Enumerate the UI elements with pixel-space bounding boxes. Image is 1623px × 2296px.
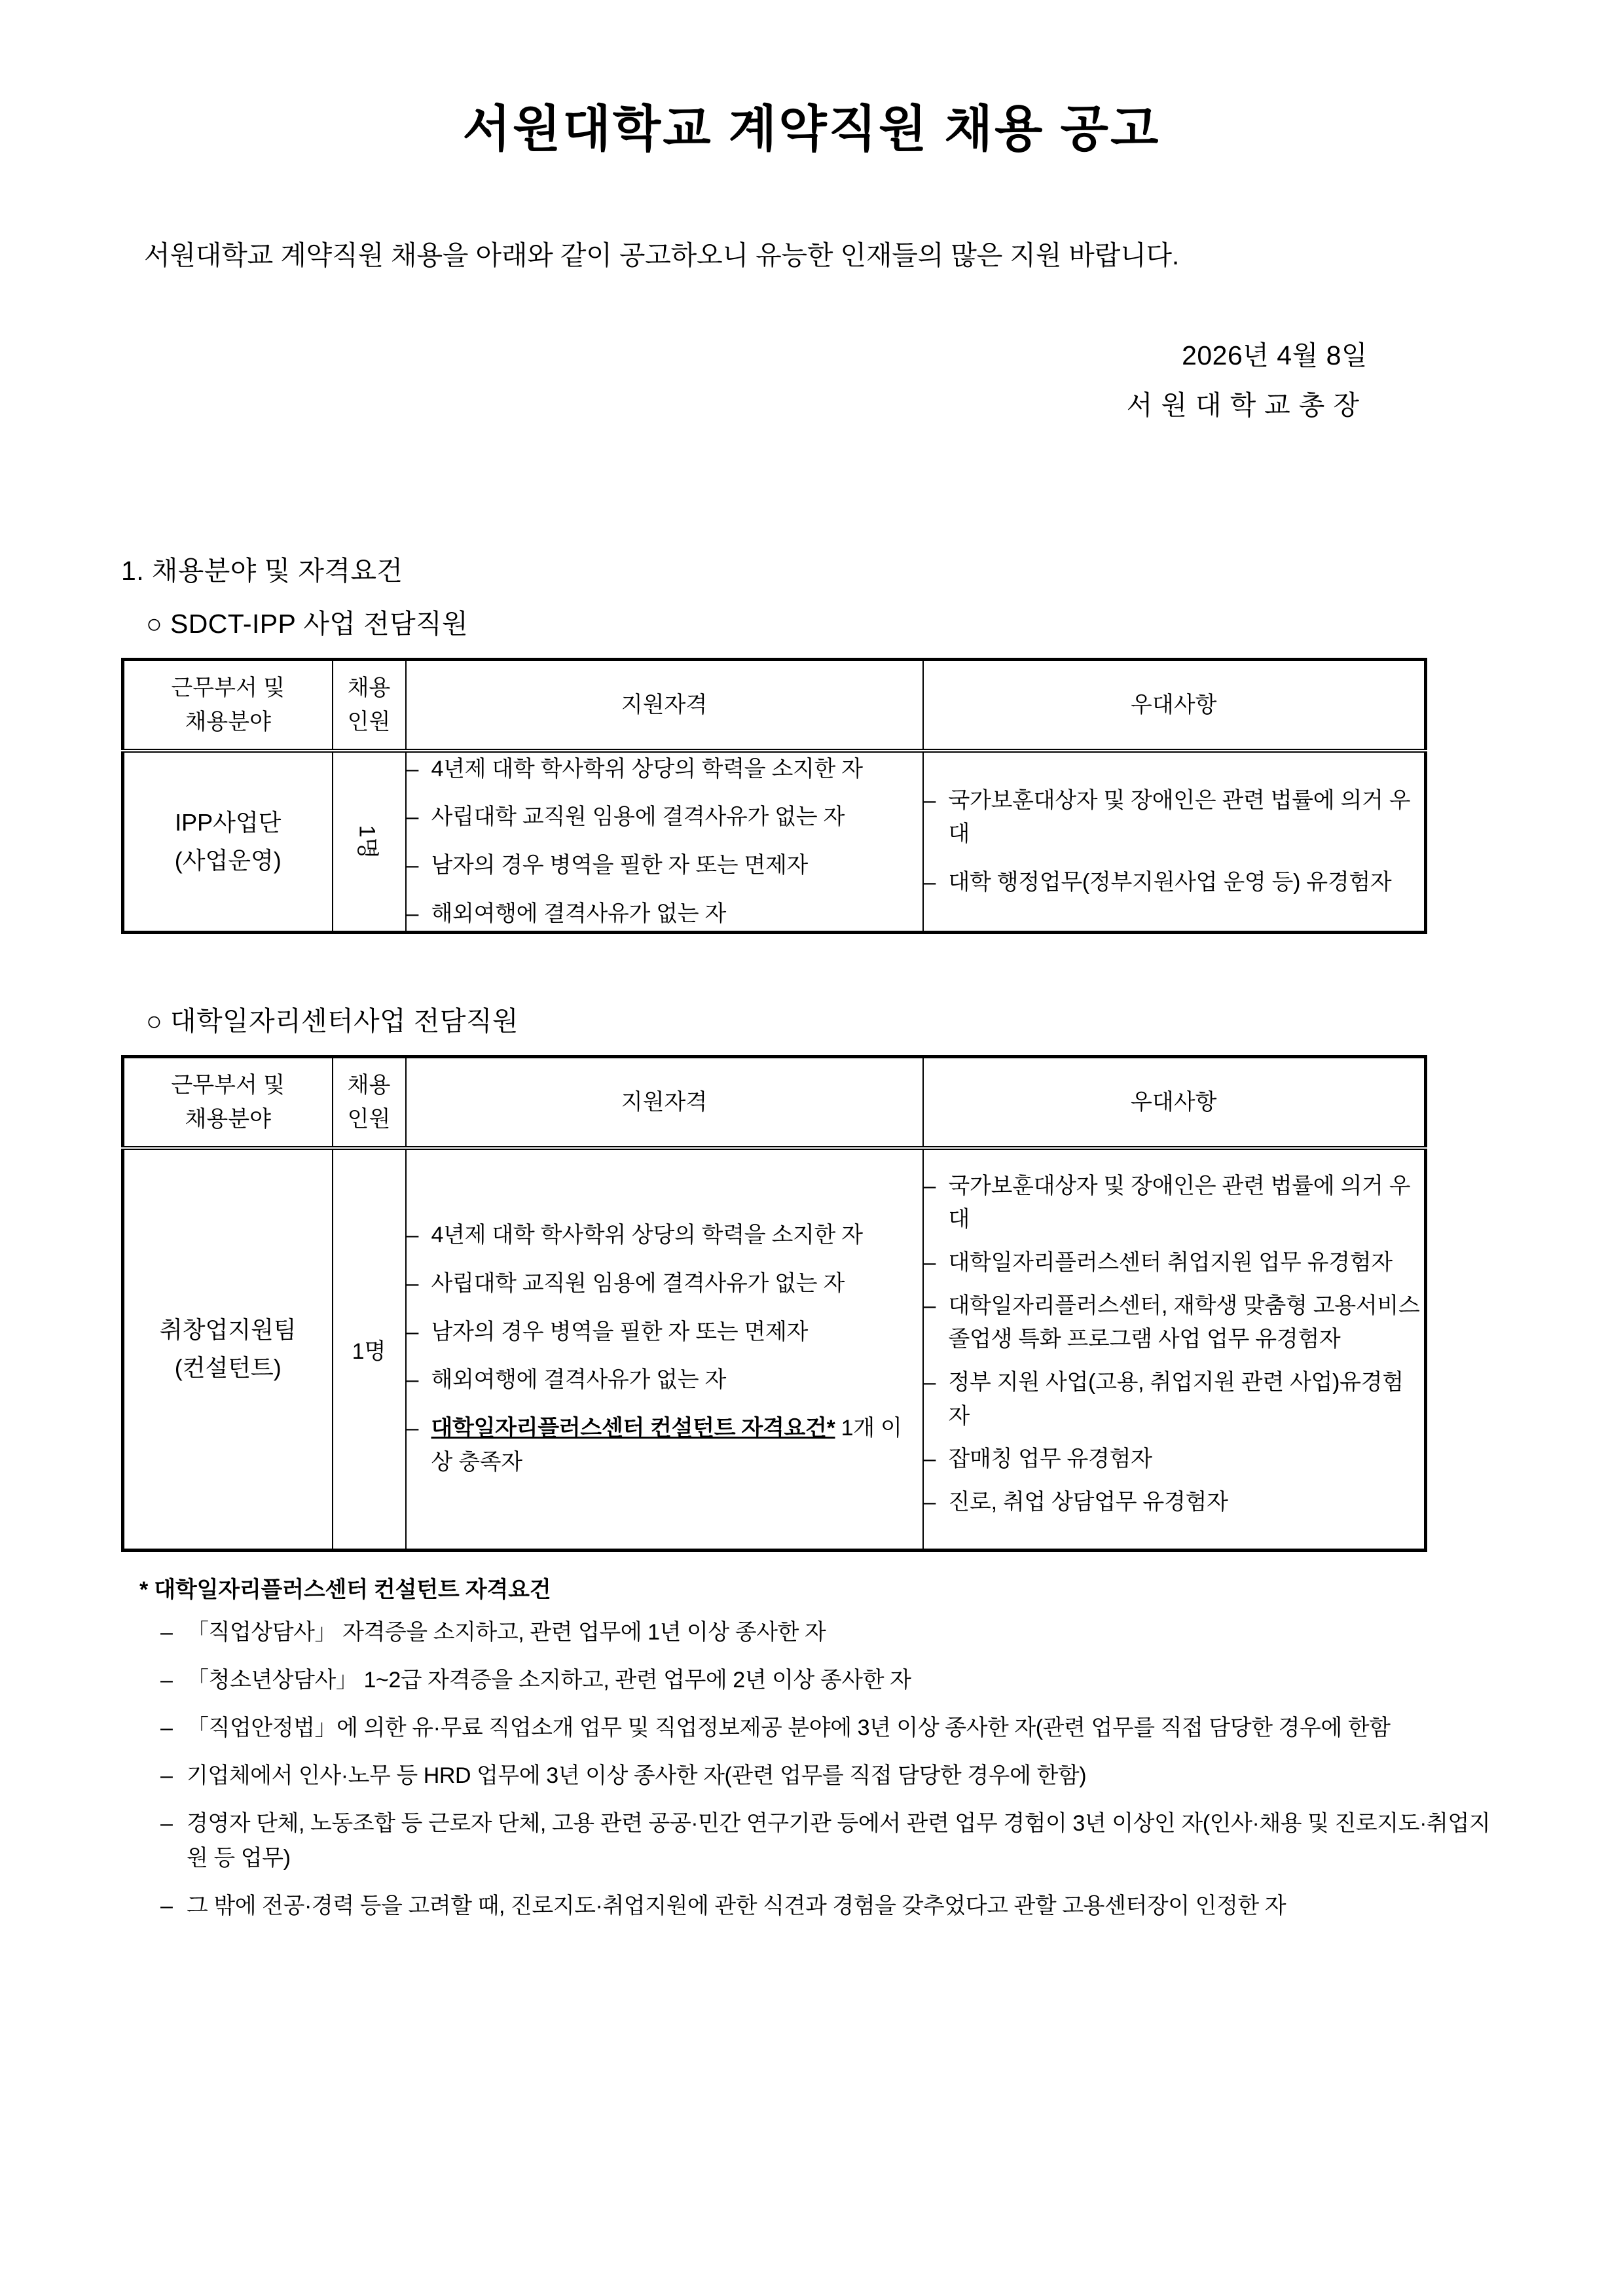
subsection-label: 대학일자리센터사업 전담직원 — [170, 1006, 519, 1037]
list-item: – 대학일자리플러스센터 취업지원 업무 유경험자 — [924, 1246, 1425, 1280]
list-item: – 경영자 단체, 노동조합 등 근로자 단체, 고용 관련 공공·민간 연구기관 등에서 관련 업무 경험이 3년 이상인 자(인사·채용 및 진로지도·취업지원 등 업무) — [160, 1806, 1502, 1876]
list-item: – 진로, 취업 상담업무 유경험자 — [924, 1486, 1425, 1520]
footnote-block — [121, 1552, 1502, 1924]
list-item: – 사립대학 교직원 임용에 결격사유가 없는 자 — [407, 800, 922, 834]
list-item: – 해외여행에 결격사유가 없는 자 — [407, 897, 922, 931]
page-title: 서원대학교 계약직원 채용 공고 — [462, 101, 1161, 157]
bullet-circle-icon: ○ — [146, 1006, 163, 1037]
cell-preferences — [923, 1148, 1426, 1551]
qualification-list — [407, 753, 922, 931]
preference-list — [924, 1170, 1425, 1520]
list-item: – 대학 행정업무(정부지원사업 운영 등) 유경험자 — [924, 866, 1425, 900]
qualification-list — [407, 1219, 922, 1479]
header-department-line2: 채용분야 — [185, 1107, 271, 1132]
list-item: – 「직업안정법」에 의한 유·무료 직업소개 업무 및 직업정보제공 분야에 3년 이상 종사한 자(관련 업무를 직접 담당한 경우에 한함 — [160, 1711, 1502, 1746]
recruitment-table-jobcenter — [121, 1055, 1427, 1551]
list-item: – 국가보훈대상자 및 장애인은 관련 법률에 의거 우대 — [924, 1170, 1425, 1237]
preference-list — [924, 784, 1425, 900]
cell-department — [123, 751, 333, 933]
table-row — [123, 751, 1426, 933]
cell-count — [333, 1148, 406, 1551]
cell-count — [333, 751, 406, 933]
header-preference: 우대사항 — [923, 1057, 1426, 1148]
list-item: – 기업체에서 인사·노무 등 HRD 업무에 3년 이상 종사한 자(관련 업무를 직접 담당한 경우에 한함) — [160, 1759, 1502, 1793]
cell-qualifications — [406, 751, 923, 933]
department-role: (컨설턴트) — [174, 1354, 282, 1382]
table-header-row — [123, 1057, 1426, 1148]
list-item: – 4년제 대학 학사학위 상당의 학력을 소지한 자 — [407, 1219, 922, 1253]
list-item: – 잡매칭 업무 유경험자 — [924, 1443, 1425, 1477]
header-count-line1: 채용 — [347, 675, 391, 701]
list-item: – 「직업상담사」 자격증을 소지하고, 관련 업무에 1년 이상 종사한 자 — [160, 1615, 1502, 1650]
header-count-line2: 인원 — [347, 1107, 391, 1132]
cell-preferences — [923, 751, 1426, 933]
department-role: (사업운영) — [174, 847, 282, 874]
department-name: 취창업지원팀 — [159, 1316, 297, 1343]
list-item: – 해외여행에 결격사유가 없는 자 — [407, 1363, 922, 1397]
subsection-heading-sdct-ipp — [121, 588, 1502, 641]
list-item: – 「청소년상담사」 1~2급 자격증을 소지하고, 관련 업무에 2년 이상 종사한 자 — [160, 1663, 1502, 1698]
table-1-wrapper — [121, 641, 1502, 934]
list-item: – 그 밖에 전공·경력 등을 고려할 때, 진로지도·취업지원에 관한 식견과 경험을 갖추었다고 관할 고용센터장이 인정한 자 — [160, 1889, 1502, 1924]
header-count-line1: 채용 — [347, 1073, 391, 1098]
list-item: – 정부 지원 사업(고용, 취업지원 관련 사업)유경험자 — [924, 1366, 1425, 1433]
footnote-list — [139, 1615, 1502, 1924]
subsection-label: SDCT-IPP 사업 전담직원 — [170, 609, 469, 639]
header-count — [333, 1057, 406, 1148]
header-department-line1: 근무부서 및 — [171, 675, 285, 701]
table-header-row — [123, 660, 1426, 751]
subsection-heading-jobcenter — [121, 934, 1502, 1038]
header-preference: 우대사항 — [923, 660, 1426, 751]
header-qualification: 지원자격 — [406, 660, 923, 751]
list-item-emphasized: – 대학일자리플러스센터 컨설턴트 자격요건* 1개 이상 충족자 — [407, 1412, 922, 1479]
intro-paragraph: 서원대학교 계약직원 채용을 아래와 같이 공고하오니 유능한 인재들의 많은 지원 바랍니다. — [144, 240, 1180, 270]
header-department-line1: 근무부서 및 — [171, 1073, 285, 1098]
cell-qualifications — [406, 1148, 923, 1551]
header-count — [333, 660, 406, 751]
list-item: – 4년제 대학 학사학위 상당의 학력을 소지한 자 — [407, 753, 922, 787]
emphasized-requirement: 대학일자리플러스센터 컨설턴트 자격요건* — [431, 1415, 835, 1441]
header-department — [123, 1057, 333, 1148]
list-item: – 대학일자리플러스센터, 재학생 맞춤형 고용서비스 졸업생 특화 프로그램 사업 업무 유경험자 — [924, 1289, 1425, 1357]
list-item: – 사립대학 교직원 임용에 결격사유가 없는 자 — [407, 1267, 922, 1301]
header-count-line2: 인원 — [347, 709, 391, 735]
footnote-title: * 대학일자리플러스센터 컨설턴트 자격요건 — [139, 1577, 551, 1602]
cell-department — [123, 1148, 333, 1551]
count-value: 1명 — [352, 1338, 386, 1364]
signature-block — [121, 276, 1502, 425]
list-item: – 남자의 경우 병역을 필한 자 또는 면제자 — [407, 849, 922, 883]
signer-name: 서원대학교총장 — [1126, 389, 1368, 420]
table-row — [123, 1148, 1426, 1551]
header-qualification: 지원자격 — [406, 1057, 923, 1148]
list-item: – 남자의 경우 병역을 필한 자 또는 면제자 — [407, 1316, 922, 1350]
list-item: – 국가보훈대상자 및 장애인은 관련 법률에 의거 우대 — [924, 784, 1425, 852]
department-name: IPP사업단 — [175, 808, 282, 836]
recruitment-table-ipp — [121, 658, 1427, 934]
announcement-date: 2026년 4월 8일 — [1182, 340, 1368, 370]
table-2-wrapper — [121, 1038, 1502, 1551]
bullet-circle-icon: ○ — [146, 609, 163, 639]
count-value: 1명 — [354, 825, 379, 859]
header-department-line2: 채용분야 — [185, 709, 271, 735]
section-1-heading: 1. 채용분야 및 자격요건 — [121, 556, 403, 586]
header-department — [123, 660, 333, 751]
